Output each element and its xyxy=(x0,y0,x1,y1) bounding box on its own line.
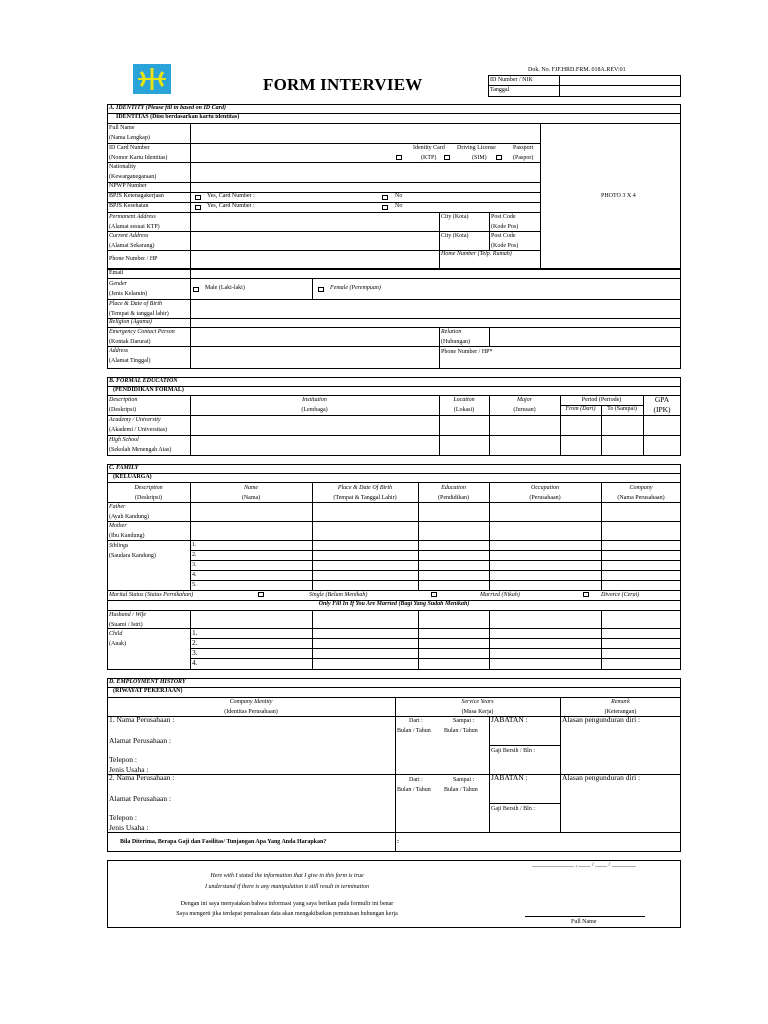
emp2-until: Sampai : xyxy=(453,777,475,783)
permanent-address-label: Permanent Address (Alamat sesuai KTP) xyxy=(109,214,160,230)
edu-period-header: Period (Periode) xyxy=(581,397,622,403)
marital-status-label: Marital Status (Status Pernikahan) xyxy=(109,592,194,598)
education-title: B. FORMAL EDUCATION xyxy=(109,378,178,384)
full-name-label: Full Name (Nama Lengkap) xyxy=(109,125,150,141)
edu-institution-header: Institution (Lembaga) xyxy=(301,397,328,413)
bpjs-tk-no-label: No xyxy=(395,193,403,199)
address-label: Address (Alamat Tinggal) xyxy=(109,348,151,364)
emp2-position: JABATAN : xyxy=(491,773,528,782)
child-number: 2. xyxy=(192,638,198,647)
family-title: C. FAMILY xyxy=(109,465,139,471)
phone-hp-label: Phone Number / HP* xyxy=(441,349,493,355)
emp1-from: Dari : xyxy=(409,718,423,724)
bpjs-tk-yes-checkbox[interactable] xyxy=(195,195,201,200)
emp2-from: Dari : xyxy=(409,777,423,783)
emp1-phone: Telepon : xyxy=(109,755,138,764)
emp2-company-address: Alamat Perusahaan : xyxy=(109,794,172,803)
child-number: 3. xyxy=(192,648,198,657)
permanent-city-label: City (Kota) xyxy=(441,214,469,220)
passport-checkbox[interactable] xyxy=(496,155,502,160)
edu-description-header: Description (Deskripsi) xyxy=(109,397,138,413)
signature-date-line: ______________ , ____ / ____ / ________ xyxy=(532,862,636,868)
statement-id-line2: Saya mengerti jika terdapat pemalsuan data akan mengakibatkan pemutusan hubungan kerja xyxy=(176,911,398,917)
female-label: Female (Perempuan) xyxy=(330,285,381,291)
page-title: FORM INTERVIEW xyxy=(263,75,423,94)
identity-subtitle: IDENTITAS (Diisi berdasarkan kartu identitas) xyxy=(116,114,240,120)
gender-label: Gender (Jenis Kelamin) xyxy=(109,281,148,297)
passport-label: Passport xyxy=(513,145,534,151)
married-checkbox[interactable] xyxy=(431,592,437,597)
signature-line xyxy=(525,916,645,917)
emp1-until: Sampai : xyxy=(453,718,475,724)
divorce-checkbox[interactable] xyxy=(583,592,589,597)
edu-gpa-header: GPA (IPK) xyxy=(653,395,671,414)
bpjs-kes-no-label: No xyxy=(395,203,403,209)
emp2-from-unit: Bulan / Tahun xyxy=(397,787,431,793)
home-number-label: Home Number (Telp. Rumah) xyxy=(441,251,512,257)
only-married-note: Only Fill In If You Are Married (Bagi Yang Sudah Menikah) xyxy=(318,601,470,607)
npwp-label: NPWP Number xyxy=(109,183,147,189)
child-number: 4. xyxy=(192,658,198,667)
education-section xyxy=(107,377,681,456)
fam-company-header: Company (Nama Perusahaan) xyxy=(617,485,665,501)
full-name-field[interactable] xyxy=(191,124,539,142)
family-subtitle: (KELUARGA) xyxy=(113,474,152,480)
emp2-company-name: 2. Nama Perusahaan : xyxy=(109,773,175,782)
company-logo xyxy=(133,64,171,94)
identity-title: A. IDENTITY (Please fill in based on ID Card) xyxy=(109,105,226,111)
edu-major-header: Major (Jurusan) xyxy=(513,397,536,413)
fam-occupation-header: Occupation (Perusahaan) xyxy=(529,485,561,501)
emp-company-header: Company Identity (Identitas Perusahaan) xyxy=(224,699,278,715)
ktp-label: (KTP) xyxy=(421,155,437,161)
sibling-number: 3. xyxy=(192,562,197,568)
emp2-business: Jenis Usaha : xyxy=(109,823,149,832)
current-city-label: City (Kota) xyxy=(441,233,469,239)
full-name-signature-label: Full Name xyxy=(571,919,597,925)
fam-siblings-label: Siblings (Saudara Kandung) xyxy=(109,543,156,559)
male-label: Male (Laki-laki) xyxy=(205,285,245,291)
sibling-number: 5. xyxy=(192,582,197,588)
emp1-salary: Gaji Bersih / Bln : xyxy=(491,748,535,754)
id-card-option-label: Identity Card xyxy=(413,145,445,151)
bpjs-kes-no-checkbox[interactable] xyxy=(382,205,388,210)
place-date-birth-label: Place & Date of Birth (Tempat & tanggal lahir) xyxy=(109,301,169,317)
emp1-position: JABATAN : xyxy=(491,715,528,724)
bpjs-kes-yes-label: Yes, Card Number : xyxy=(207,203,255,209)
phone-label: Phone Number / HP xyxy=(109,256,158,262)
employment-subtitle: (RIWAYAT PEKERJAAN) xyxy=(113,688,183,694)
nationality-label: Nationality (Kewarganegaraan) xyxy=(109,164,157,180)
emp1-reason: Alasan pengunduran diri : xyxy=(562,715,641,724)
ktp-checkbox[interactable] xyxy=(396,155,402,160)
emp1-from-unit: Bulan / Tahun xyxy=(397,728,431,734)
bpjs-tk-yes-label: Yes, Card Number : xyxy=(207,193,255,199)
fam-name-header: Name (Nama) xyxy=(241,485,261,501)
emp2-reason: Alasan pengunduran diri : xyxy=(562,773,641,782)
current-postcode-label: Post Code (Kode Pos) xyxy=(491,233,519,249)
id-number-label: ID Number / NIK xyxy=(490,77,533,83)
edu-highschool-label: High School (Sekolah Menengah Atas) xyxy=(109,437,172,453)
statement-en-line1: Here with I stated the information that I give in this form is true xyxy=(210,873,364,879)
divorce-label: Divorce (Cerai) xyxy=(601,592,640,598)
current-address-label: Current Address (Alamat Sekarang) xyxy=(109,233,155,249)
tanggal-label: Tanggal xyxy=(490,87,510,93)
emergency-contact-label: Emergency Contact Person (Kontak Darurat) xyxy=(109,329,175,345)
single-label: Single (Belum Menikah) xyxy=(309,592,368,598)
sim-checkbox[interactable] xyxy=(444,155,450,160)
bpjs-kes-yes-checkbox[interactable] xyxy=(195,205,201,210)
sim-label: (SIM) xyxy=(472,155,487,161)
edu-from-header: From (Dari) xyxy=(565,406,596,412)
religion-label: Religion (Agama) xyxy=(109,319,152,325)
sibling-number: 2. xyxy=(192,552,197,558)
relation-label: Relation (Hubungan) xyxy=(441,329,470,345)
employment-title: D. EMPLOYMENT HISTORY xyxy=(109,679,186,685)
expected-salary-field[interactable] xyxy=(402,833,680,851)
child-number: 1. xyxy=(192,628,198,637)
emp1-company-address: Alamat Perusahaan : xyxy=(109,736,172,745)
expected-salary-colon: : xyxy=(397,839,399,845)
bpjs-tk-no-checkbox[interactable] xyxy=(382,195,388,200)
emp2-phone: Telepon : xyxy=(109,813,138,822)
fam-mother-label: Mother (Ibu Kandung) xyxy=(109,523,145,539)
edu-location-header: Location (Lokasi) xyxy=(453,397,475,413)
fam-pob-header: Place & Date Of Birth (Tempat & Tanggal Lahir) xyxy=(333,485,397,501)
fam-education-header: Education (Pendidikan) xyxy=(438,485,469,501)
education-subtitle: (PENDIDIKAN FORMAL) xyxy=(113,387,184,393)
bpjs-kes-label: BPJS Kesehatan xyxy=(109,203,149,209)
fam-father-label: Father (Ayah Kandung) xyxy=(109,504,149,520)
photo-placeholder: PHOTO 3 X 4 xyxy=(601,193,636,199)
edu-to-header: To (Sampai) xyxy=(607,406,637,412)
driving-license-label: Driving License xyxy=(457,145,496,151)
identity-section-2 xyxy=(107,269,681,369)
female-checkbox[interactable] xyxy=(318,287,324,292)
id-card-label: ID Card Number (Nomor Kartu Identitas) xyxy=(109,145,168,161)
fam-husband-label: Husband / Wife (Suami / Istri) xyxy=(109,612,146,628)
email-label: Email xyxy=(109,270,124,276)
emp1-business: Jenis Usaha : xyxy=(109,765,149,774)
doc-number: Dok. No. FJF.HRD.FRM. 018A.REV:01 xyxy=(528,67,626,73)
edu-academy-label: Academy / University (Akademi / Universitas) xyxy=(109,417,167,433)
statement-id-line1: Dengan ini saya menyatakan bahwa informasi yang saya berikan pada formulir ini benar xyxy=(180,901,394,907)
bpjs-tk-label: BPJS Ketenagakerjaan xyxy=(109,193,164,199)
sibling-number: 1. xyxy=(192,542,197,548)
permanent-postcode-label: Post Code (Kode Pos) xyxy=(491,214,519,230)
paspor-label: (Paspor) xyxy=(513,155,534,161)
emp1-company-name: 1. Nama Perusahaan : xyxy=(109,715,175,724)
fam-description-header: Description (Deskripsi) xyxy=(134,485,163,501)
male-checkbox[interactable] xyxy=(193,287,199,292)
emp-remark-header: Remark (Keterangan) xyxy=(604,699,637,715)
emp2-salary: Gaji Bersih / Bln : xyxy=(491,806,535,812)
emp2-until-unit: Bulan / Tahun xyxy=(444,787,478,793)
emp-service-header: Service Years (Masa Kerja) xyxy=(461,699,494,715)
married-label: Married (Nikah) xyxy=(480,592,520,598)
sibling-number: 4. xyxy=(192,572,197,578)
emp1-until-unit: Bulan / Tahun xyxy=(444,728,478,734)
expected-salary-question: Bila Diterima, Berapa Gaji dan Fasilitas/ Tunjangan Apa Yang Anda Harapkan? xyxy=(120,839,327,845)
statement-en-line2: I understand if there is any manipulation it still result in termination xyxy=(204,884,370,890)
fam-child-label: Child (Anak) xyxy=(109,631,126,647)
single-checkbox[interactable] xyxy=(258,592,264,597)
